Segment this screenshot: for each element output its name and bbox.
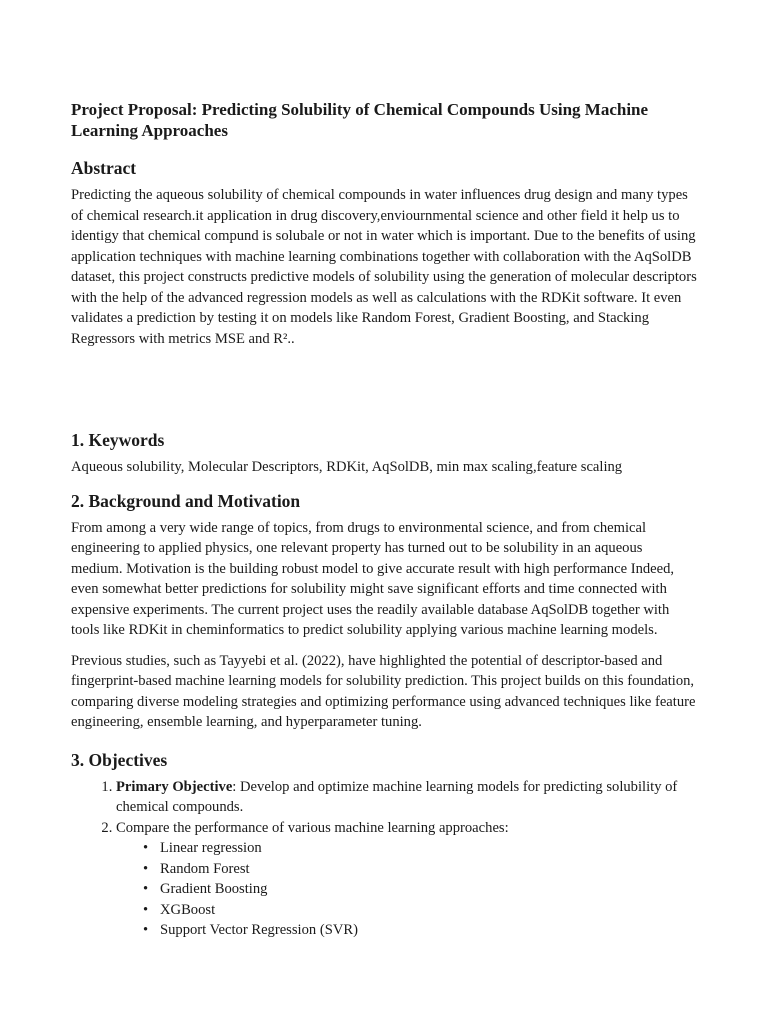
model-list-item: • Support Vector Regression (SVR) [160,920,697,941]
document-body [71,99,697,941]
abstract-section [71,157,697,349]
compare-objective-text: Compare the performance of various machine learning approaches: [116,819,509,836]
model-list-item: • Gradient Boosting [160,879,697,900]
primary-objective-text: : Develop and optimize machine learning models for predicting solubility of chemical compounds. [116,778,678,815]
section-gap [71,359,697,429]
model-list-item: • Random Forest [160,859,697,880]
model-list [116,838,697,941]
model-list-item: • Linear regression [160,838,697,859]
model-list-item: • XGBoost [160,900,697,921]
background-section [71,490,697,733]
keywords-text: Aqueous solubility, Molecular Descriptors, RDKit, AqSolDB, min max scaling,feature scaling [71,459,623,475]
objectives-list [71,777,697,941]
objective-item-compare [116,818,697,941]
document-title: Project Proposal: Predicting Solubility of Chemical Compounds Using Machine Learning Approaches [71,100,649,140]
abstract-text: Predicting the aqueous solubility of chemical compounds in water influences drug design and many types of chemical research.it application in drug discovery,enviournmental science and other field it help us to identigy that chemical compund is solubale or not in water which is important. Due to the benefits of using application techniques with machine learning combinations together with collaboration with the AqSolDB dataset, this project constructs predictive models of solubility using the generation of molecular descriptors with the help of the advanced regression models as well as calculations with the RDKit software. It even validates a prediction by testing it on models like Random Forest, Gradient Boosting, and Stacking Regressors with metrics MSE and R².. [71,187,697,347]
background-paragraph-1: From among a very wide range of topics, from drugs to environmental science, and from chemical engineering to applied physics, one relevant property has turned out to be solubility in an aqueous medium. Motivation is the building robust model to give accurate result with high performance Indeed, even somewhat better predictions for solubility might save significant efforts and time connected with expensive experiments. The current project uses the readily available database AqSolDB together with tools like RDKit in cheminformatics to predict solubility applying various machine learning models. [71,519,675,638]
objectives-heading: 3. Objectives [71,749,168,770]
objectives-section [71,749,697,941]
abstract-heading: Abstract [71,158,137,178]
keywords-section [71,429,697,478]
objective-item-primary [116,777,697,818]
primary-objective-label: Primary Objective [116,778,233,795]
keywords-heading: 1. Keywords [71,430,165,450]
background-heading: 2. Background and Motivation [71,490,301,511]
background-paragraph-2: Previous studies, such as Tayyebi et al. (2022), have highlighted the potential of descriptor-based and fingerprint-based machine learning models for solubility prediction. This project builds on this foundation, comparing diverse modeling strategies and optimizing performance using advanced techniques like feature engineering, ensemble learning, and hyperparameter tuning. [71,652,696,730]
